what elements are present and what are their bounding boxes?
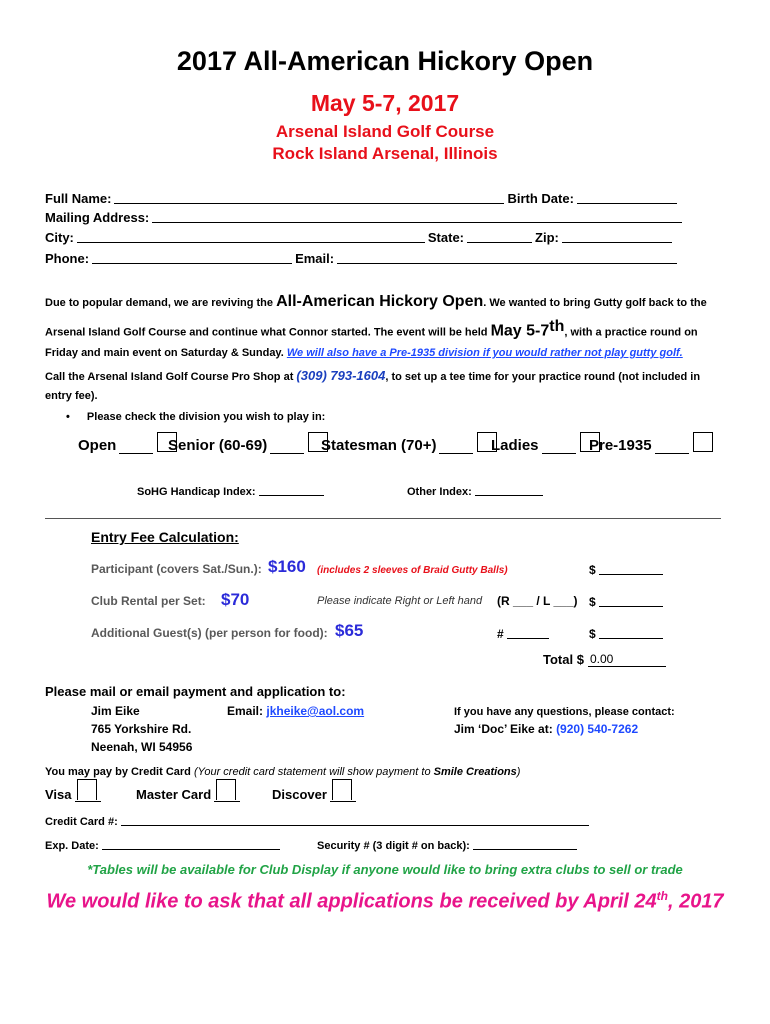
sohg-index-row [137,485,327,498]
phone-label: Phone: [45,251,90,266]
birth-date-label: Birth Date: [507,191,574,206]
dollar-sign: $ [589,627,596,641]
card-number-label: Credit Card #: [45,816,118,828]
intro-text: Friday and main event on Saturday & Sunday. [45,347,287,359]
count-sign: # [497,627,504,641]
rental-price: $70 [221,590,250,609]
division-pre-1935[interactable] [589,434,713,454]
division-label: Open [78,437,117,454]
full-name-row [45,191,680,206]
intro-text: , with a practice round on [564,326,698,339]
zip-label: Zip: [535,230,559,245]
address-row [45,210,685,225]
participant-note: (includes 2 sleeves of Braid Gutty Balls) [317,565,508,576]
card-label: Master Card [136,787,212,802]
deadline-suffix: th [656,889,668,903]
card-number-input[interactable] [121,815,589,826]
birth-date-input[interactable] [577,191,677,204]
city-input[interactable] [77,230,425,243]
rental-label: Club Rental per Set: [91,594,206,608]
rental-amount-input[interactable] [599,594,663,607]
intro-text: Arsenal Island Golf Course and continue what Connor started. The event will be held [45,326,491,339]
intro-line-3 [45,347,683,359]
participant-amount [589,562,666,577]
guest-label: Additional Guest(s) (per person for food): [91,626,328,640]
security-row [317,839,580,852]
mailing-heading: Please mail or email payment and application to: [45,684,346,699]
full-name-input[interactable] [114,191,504,204]
rental-amount [589,594,666,609]
full-name-label: Full Name: [45,191,112,206]
fee-heading: Entry Fee Calculation: [91,529,239,545]
email-label: Email: [227,704,264,718]
division-label: Senior (60-69) [168,437,268,454]
credit-text: You may pay by Credit Card [45,766,194,778]
intro-line-1 [45,293,707,311]
security-label: Security # (3 digit # on back): [317,840,470,852]
card-number-row [45,815,592,828]
intro-line-4 [45,368,700,383]
division-open[interactable] [78,434,177,454]
state-label: State: [427,230,465,245]
other-index-input[interactable] [475,485,543,496]
contact-prefix: Jim ‘Doc’ Eike at: [454,722,553,736]
deadline-note [0,889,770,914]
card-mastercard[interactable] [136,781,236,802]
total-label: Total $ [543,652,584,667]
mailing-address-input[interactable] [152,210,682,223]
division-statesman[interactable] [321,434,497,454]
division-instruction [66,411,325,423]
pro-shop-phone: (309) 793-1604 [296,368,386,383]
email-link[interactable]: jkheike@aol.com [266,704,365,718]
division-label: Statesman (70+) [321,437,437,454]
mailing-address-label: Mailing Address: [45,210,150,225]
event-dates-inline: May 5-7 [490,322,550,340]
contact-row [454,722,638,736]
event-dates: May 5-7, 2017 [310,90,460,116]
sohg-index-label: SoHG Handicap Index: [137,486,256,498]
phone-input[interactable] [92,251,292,264]
dollar-sign: $ [589,563,596,577]
division-label: Ladies [491,437,539,454]
participant-label: Participant (covers Sat./Sun.): [91,562,262,576]
total-row [543,652,666,667]
card-discover[interactable] [272,781,352,802]
guest-amount-input[interactable] [599,626,663,639]
state-input[interactable] [467,230,532,243]
credit-text: Smile Creations [433,766,517,778]
questions-text: If you have any questions, please contact: [454,706,675,718]
event-name-inline: All-American Hickory Open [276,293,484,310]
tables-note: *Tables will be available for Club Display if anyone would like to bring extra clubs to sell or trade [87,862,683,877]
security-input[interactable] [473,839,577,850]
division-senior[interactable] [168,434,328,454]
hand-choice[interactable]: (R ___ / L ___) [497,594,578,608]
city-row [45,230,675,245]
contact-phone: (920) 540-7262 [556,722,639,736]
mail-name: Jim Eike [91,704,140,718]
checkbox-visa[interactable] [77,779,97,800]
participant-amount-input[interactable] [599,562,663,575]
checkbox-mastercard[interactable] [216,779,236,800]
total-input[interactable]: 0.00 [588,652,666,667]
phone-row [45,251,680,266]
city-label: City: [45,230,74,245]
course-name: Arsenal Island Golf Course [275,122,495,141]
email-input[interactable] [337,251,677,264]
bullet-text: Please check the division you wish to play in: [86,411,326,423]
participant-price: $160 [268,557,306,576]
checkbox-discover[interactable] [332,779,352,800]
exp-input[interactable] [102,839,280,850]
card-label: Discover [272,787,327,802]
intro-line-2 [45,318,698,341]
zip-input[interactable] [562,230,672,243]
division-label: Pre-1935 [589,437,652,454]
mail-email-row [227,704,364,718]
ordinal-suffix: th [549,318,565,335]
dollar-sign: $ [589,595,596,609]
credit-text: (Your credit card statement will show payment to [193,766,434,778]
other-index-row [407,485,546,498]
exp-label: Exp. Date: [45,840,99,852]
credit-text: ) [516,766,521,778]
card-label: Visa [45,787,72,802]
guest-price: $65 [335,621,364,640]
intro-line-5: entry fee). [45,390,98,402]
division-ladies[interactable] [491,434,600,454]
other-index-label: Other Index: [407,486,472,498]
credit-card-line [45,766,520,778]
deadline-text: , 2017 [667,890,724,913]
exp-row [45,839,283,852]
intro-text: , to set up a tee time for your practice round (not included in [385,371,701,383]
card-visa[interactable] [45,781,97,802]
guest-count-input[interactable] [507,626,549,639]
course-location: Rock Island Arsenal, Illinois [272,144,498,163]
section-divider [45,518,721,519]
mail-city: Neenah, WI 54956 [91,740,193,754]
intro-text: Due to popular demand, we are reviving the [45,297,277,309]
guest-amount [589,626,666,641]
sohg-index-input[interactable] [259,485,324,496]
checkbox-pre-1935[interactable] [693,432,713,452]
rental-note: Please indicate Right or Left hand [317,595,483,607]
email-label: Email: [295,251,335,266]
guest-count [497,626,552,641]
deadline-text: We would like to ask that all applications be received by April 24 [46,890,657,913]
intro-text: . We wanted to bring Gutty golf back to the [483,297,707,309]
page-title: 2017 All-American Hickory Open [176,46,594,76]
bullet-icon: • [66,411,70,423]
mail-street: 765 Yorkshire Rd. [91,722,192,736]
pre-1935-note: We will also have a Pre-1935 division if you would rather not play gutty golf. [286,347,683,359]
intro-text: Call the Arsenal Island Golf Course Pro Shop at [45,371,297,383]
